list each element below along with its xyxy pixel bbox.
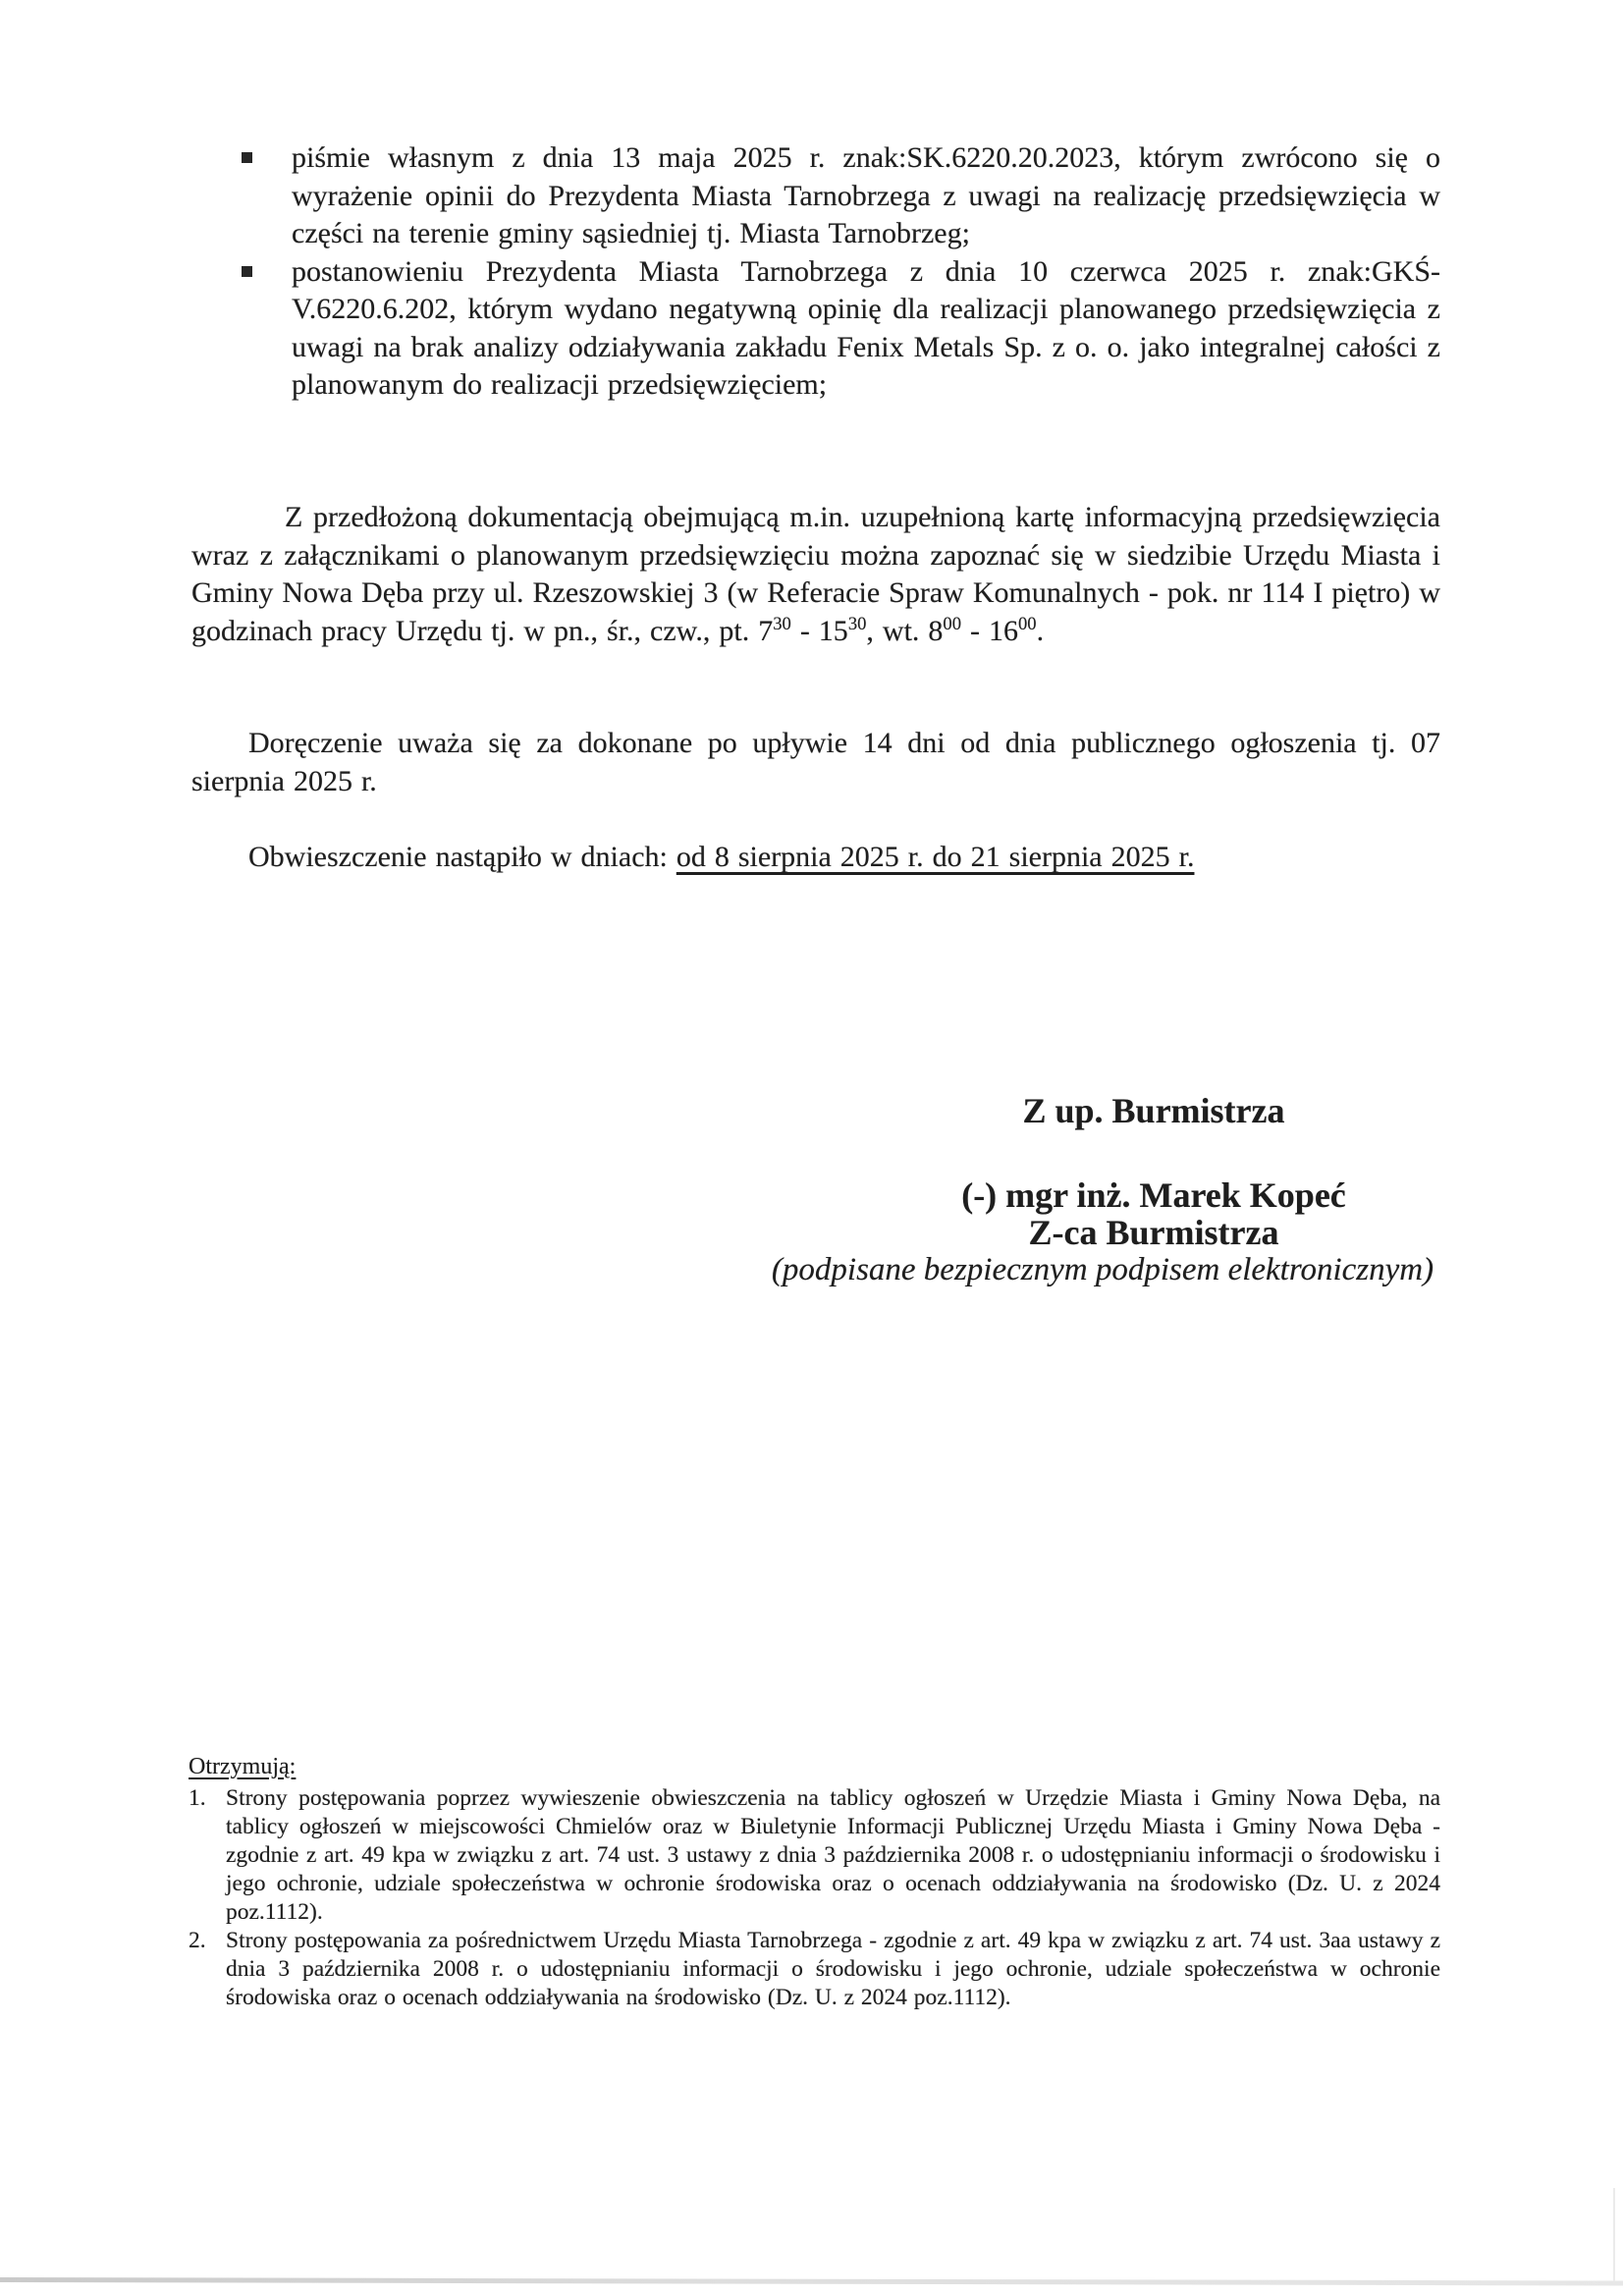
bullet-text: piśmie własnym z dnia 13 maja 2025 r. znak:SK.6220.20.2023, którym zwrócono się o wyrażenie opinii do Prezydenta Miasta Tarnobrzega z uwagi na realizację przedsięwzięcia w części na terenie gminy sąsiedniej tj. Miasta Tarnobrzeg;	[292, 141, 1440, 249]
scan-edge-shadow	[1613, 2188, 1615, 2281]
recipient-text: Strony postępowania za pośrednictwem Urzędu Miasta Tarnobrzega - zgodnie z art. 49 kpa w związku z art. 74 ust. 3aa ustawy z dnia 3 października 2008 r. o udostępnianiu informacji o środowisku i jego ochronie, udziale społeczeństwa w ochronie środowiska oraz o ocenach oddziaływania na środowisko (Dz. U. z 2024 poz.1112).	[226, 1928, 1440, 2010]
hours-superscript: 30	[773, 614, 791, 635]
signature-block	[687, 1092, 1620, 1288]
paragraph-dokumentacja	[191, 499, 1440, 650]
signature-electronic-note: (podpisane bezpiecznym podpisem elektronicznym)	[771, 1252, 1434, 1287]
dokumentacja-text: , wt. 8	[866, 614, 944, 647]
scan-artifact-line	[0, 2277, 1623, 2285]
dokumentacja-text: .	[1036, 614, 1045, 647]
obwieszczenie-dates-underlined: od 8 sierpnia 2025 r. do 21 sierpnia 2025 r.	[676, 841, 1195, 873]
dokumentacja-text: - 15	[790, 614, 848, 647]
dokumentacja-text: - 16	[961, 614, 1018, 647]
paragraph-doreczenie: Doręczenie uważa się za dokonane po upływie 14 dni od dnia publicznego ogłoszenia tj. 07 sierpnia 2025 r.	[191, 727, 1440, 797]
signature-position: Z-ca Burmistrza	[1028, 1213, 1279, 1252]
recipients-heading: Otrzymują:	[189, 1754, 297, 1779]
bullet-list	[241, 139, 1440, 405]
recipient-number: 1.	[189, 1785, 206, 1811]
paragraph-obwieszczenie	[191, 839, 1440, 877]
square-bullet-icon	[242, 152, 252, 163]
recipient-item	[189, 1784, 1440, 1927]
hours-superscript: 30	[847, 614, 867, 635]
hours-superscript: 00	[943, 614, 961, 635]
hours-superscript: 00	[1018, 614, 1037, 635]
obwieszczenie-prefix: Obwieszczenie nastąpiło w dniach:	[248, 841, 676, 873]
recipient-item	[189, 1927, 1440, 2012]
signature-authorization: Z up. Burmistrza	[1022, 1091, 1285, 1130]
list-item	[241, 253, 1440, 405]
recipients-list	[189, 1784, 1440, 2012]
signature-name: (-) mgr inż. Marek Kopeć	[961, 1175, 1346, 1215]
list-item	[241, 139, 1440, 253]
recipient-number: 2.	[189, 1928, 206, 1953]
bullet-text: postanowieniu Prezydenta Miasta Tarnobrzega z dnia 10 czerwca 2025 r. znak:GKŚ-V.6220.6.202, którym wydano negatywną opinię dla realizacji planowanego przedsięwzięcia z uwagi na brak analizy odziaływania zakładu Fenix Metals Sp. z o. o. jako integralnej całości z planowanym do realizacji przedsięwzięciem;	[292, 254, 1440, 401]
recipient-text: Strony postępowania poprzez wywieszenie obwieszczenia na tablicy ogłoszeń w Urzędzie Miasta i Gminy Nowa Dęba, na tablicy ogłoszeń w miejscowości Chmielów oraz w Biuletynie Informacji Publicznej Urzędu Miasta i Gminy Nowa Dęba - zgodnie z art. 49 kpa w związku z art. 74 ust. 3 ustawy z dnia 3 października 2008 r. o udostępnianiu informacji o środowisku i jego ochronie, udziale społeczeństwa w ochronie środowiska oraz o ocenach oddziaływania na środowisko (Dz. U. z 2024 poz.1112).	[226, 1785, 1440, 1925]
dokumentacja-text: Z przedłożoną dokumentacją obejmującą m.in. uzupełnioną kartę informacyjną przedsięwzięcia wraz z załącznikami o planowanym przedsięwzięciu można zapoznać się w siedzibie Urzędu Miasta i Gminy Nowa Dęba przy ul. Rzeszowskiej 3 (w Referacie Spraw Komunalnych - pok. nr 114 I piętro) w godzinach pracy Urzędu tj. w pn., śr., czw., pt. 7	[191, 501, 1440, 647]
square-bullet-icon	[242, 266, 252, 277]
